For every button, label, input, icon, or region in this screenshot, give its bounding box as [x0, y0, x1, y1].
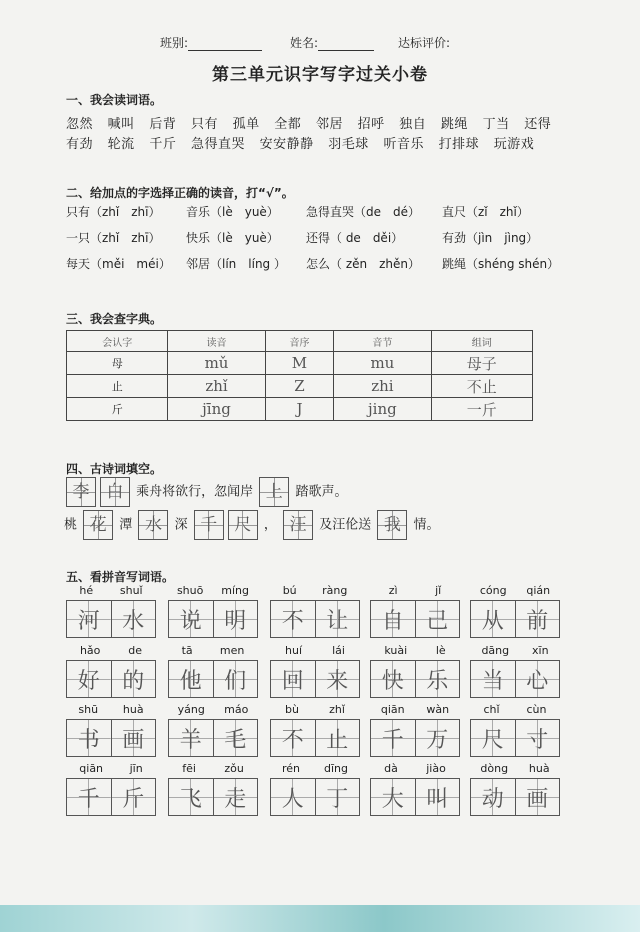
choice-item[interactable]: 一只（zhǐ zhī）: [66, 231, 161, 245]
writing-cell[interactable]: 河: [67, 601, 112, 637]
writing-cell[interactable]: 不: [271, 720, 316, 756]
word: 还得: [524, 117, 552, 132]
dictionary-table: [66, 330, 533, 421]
pinyin-syllable: huà: [528, 762, 550, 775]
pinyin-syllable: huí: [285, 644, 303, 657]
writing-cell[interactable]: 前: [516, 601, 560, 637]
writing-cell[interactable]: 回: [271, 661, 316, 697]
writing-cell[interactable]: 画: [516, 779, 560, 815]
table-row: [67, 375, 533, 398]
background-surface: [0, 905, 640, 932]
writing-cells: [270, 660, 360, 698]
table-cell[interactable]: 一斤: [431, 398, 533, 421]
pinyin-label: [370, 703, 460, 719]
pinyin-label: [270, 762, 360, 778]
section1-row1: [66, 113, 561, 132]
word: 急得直哭: [190, 137, 245, 152]
writing-cell[interactable]: 斤: [112, 779, 156, 815]
pinyin-syllable: qiān: [380, 703, 405, 716]
word: 独自: [399, 117, 427, 132]
word: 孤单: [232, 117, 260, 132]
writing-cell[interactable]: 们: [214, 661, 258, 697]
pinyin-syllable: de: [128, 644, 143, 657]
column-header: 组词: [431, 331, 533, 352]
answer-box[interactable]: 花: [83, 510, 113, 540]
pinyin-label: [168, 703, 258, 719]
section2-row3: [66, 255, 559, 272]
pinyin-syllable: lè: [435, 644, 446, 657]
table-cell[interactable]: 不止: [431, 375, 533, 398]
pinyin-label: [168, 584, 258, 600]
choice-item[interactable]: 只有（zhǐ zhī）: [66, 205, 161, 219]
pinyin-label: [370, 644, 460, 660]
word-group: [370, 762, 460, 816]
writing-cells: [168, 719, 258, 757]
table-cell[interactable]: mǔ: [168, 352, 265, 375]
pinyin-syllable: ràng: [322, 584, 348, 597]
word-group: [470, 703, 560, 757]
poem-line-2: [64, 510, 440, 540]
pinyin-syllable: cùn: [526, 703, 547, 716]
pinyin-label: [470, 644, 560, 660]
answer-box[interactable]: 尺: [228, 510, 258, 540]
name-field: [290, 34, 374, 51]
section2-row1: [66, 203, 529, 220]
word-group: [470, 584, 560, 638]
word: 招呼: [357, 117, 385, 132]
answer-box[interactable]: 我: [377, 510, 407, 540]
pinyin-syllable: hé: [79, 584, 94, 597]
choice-item[interactable]: 还得（ de děi）: [306, 231, 404, 245]
word-group: [168, 703, 258, 757]
writing-cells: [370, 778, 460, 816]
word-group: [270, 644, 360, 698]
writing-cell[interactable]: 当: [471, 661, 516, 697]
pinyin-syllable: zǒu: [224, 762, 244, 775]
choice-item[interactable]: 每天（měi méi）: [66, 257, 171, 271]
section4-heading: 四、古诗词填空。: [66, 462, 163, 476]
writing-cell[interactable]: 好: [67, 661, 112, 697]
writing-cells: [470, 600, 560, 638]
table-cell[interactable]: jing: [334, 398, 431, 421]
writing-cells: [370, 719, 460, 757]
pinyin-syllable: jīn: [129, 762, 143, 775]
pinyin-syllable: dāng: [481, 644, 510, 657]
writing-cell[interactable]: 来: [316, 661, 360, 697]
poem-text: 乘舟将欲行，忽闻岸: [136, 484, 254, 500]
pinyin-syllable: wàn: [426, 703, 450, 716]
word-group: [470, 762, 560, 816]
pinyin-syllable: jǐ: [435, 584, 442, 597]
pinyin-syllable: máo: [224, 703, 249, 716]
word-group: [470, 644, 560, 698]
section2-heading: 二、给加点的字选择正确的读音，打“√”。: [66, 186, 294, 200]
choice-item[interactable]: 有劲（jìn jìng）: [442, 231, 539, 245]
pinyin-label: [168, 644, 258, 660]
pinyin-syllable: bù: [285, 703, 300, 716]
word: 听音乐: [383, 137, 424, 152]
writing-cell[interactable]: 己: [416, 601, 460, 637]
writing-cell[interactable]: 书: [67, 720, 112, 756]
word: 全都: [274, 117, 302, 132]
writing-cell[interactable]: 人: [271, 779, 316, 815]
pinyin-syllable: kuài: [384, 644, 408, 657]
word: 有劲: [66, 137, 94, 152]
word: 玩游戏: [493, 137, 535, 152]
writing-cell[interactable]: 让: [316, 601, 360, 637]
writing-cell[interactable]: 自: [371, 601, 416, 637]
pinyin-label: [168, 762, 258, 778]
word-group: [168, 644, 258, 698]
poem-text: ，: [263, 517, 277, 533]
writing-cell[interactable]: 千: [67, 779, 112, 815]
writing-cell[interactable]: 从: [471, 601, 516, 637]
word-group: [66, 584, 156, 638]
word: 轮流: [107, 137, 135, 152]
answer-box[interactable]: 白: [100, 477, 130, 507]
writing-cells: [470, 778, 560, 816]
writing-cells: [470, 719, 560, 757]
answer-box[interactable]: 水: [138, 510, 168, 540]
word: 邻居: [315, 117, 343, 132]
writing-cell[interactable]: 心: [516, 661, 560, 697]
writing-cells: [66, 719, 156, 757]
word: 喊叫: [107, 117, 135, 132]
choice-item[interactable]: 跳绳（shéng shén）: [442, 257, 560, 271]
section1-row2: [66, 133, 544, 152]
word: 忽然: [66, 117, 94, 132]
choice-item[interactable]: 直尺（zǐ zhǐ）: [442, 205, 529, 219]
table-cell[interactable]: jīng: [168, 398, 265, 421]
writing-cells: [168, 660, 258, 698]
writing-cell[interactable]: 乐: [416, 661, 460, 697]
choice-item[interactable]: 怎么（ zěn zhěn）: [306, 257, 420, 271]
pinyin-label: [270, 703, 360, 719]
pinyin-label: [66, 762, 156, 778]
writing-cell[interactable]: 的: [112, 661, 156, 697]
word: 千斤: [149, 137, 177, 152]
poem-line-1: [64, 477, 347, 507]
table-cell: 母: [67, 352, 168, 375]
pinyin-syllable: hǎo: [79, 644, 101, 657]
table-cell[interactable]: zhi: [334, 375, 431, 398]
table-cell[interactable]: M: [265, 352, 334, 375]
writing-cell[interactable]: 大: [371, 779, 416, 815]
word-group: [168, 584, 258, 638]
section1-heading: 一、我会读词语。: [66, 93, 163, 107]
word-group: [66, 644, 156, 698]
word: 安安静静: [259, 137, 314, 152]
writing-cell[interactable]: 尺: [471, 720, 516, 756]
writing-cell[interactable]: 叫: [416, 779, 460, 815]
writing-cell[interactable]: 丁: [316, 779, 360, 815]
writing-cell[interactable]: 寸: [516, 720, 560, 756]
pinyin-label: [270, 644, 360, 660]
writing-cell[interactable]: 说: [169, 601, 214, 637]
word-group: [66, 762, 156, 816]
pinyin-syllable: dīng: [324, 762, 348, 775]
poem-text: 潭: [119, 517, 133, 533]
writing-cell[interactable]: 止: [316, 720, 360, 756]
writing-cells: [66, 778, 156, 816]
writing-cells: [270, 600, 360, 638]
pinyin-syllable: qiān: [79, 762, 104, 775]
pinyin-syllable: chǐ: [483, 703, 500, 716]
pinyin-syllable: shuǐ: [119, 584, 143, 597]
writing-cell[interactable]: 动: [471, 779, 516, 815]
answer-box[interactable]: 李: [66, 477, 96, 507]
poem-text: 深: [174, 517, 188, 533]
writing-cells: [270, 778, 360, 816]
grade-field: [398, 34, 450, 51]
pinyin-syllable: lái: [332, 644, 345, 657]
pinyin-label: [370, 584, 460, 600]
pinyin-label: [66, 584, 156, 600]
writing-cell[interactable]: 羊: [169, 720, 214, 756]
pinyin-syllable: men: [219, 644, 245, 657]
table-cell[interactable]: Z: [265, 375, 334, 398]
word-group: [270, 762, 360, 816]
class-blank[interactable]: [188, 50, 262, 51]
word-group: [168, 762, 258, 816]
table-cell: 止: [67, 375, 168, 398]
writing-cell[interactable]: 水: [112, 601, 156, 637]
writing-cell[interactable]: 千: [371, 720, 416, 756]
name-label: 姓名:: [290, 36, 319, 50]
writing-cell[interactable]: 毛: [214, 720, 258, 756]
pinyin-label: [470, 703, 560, 719]
choice-item[interactable]: 邻居（lín líng ）: [186, 257, 286, 271]
table-cell: 斤: [67, 398, 168, 421]
column-header: 会认字: [67, 331, 168, 352]
grade-label: 达标评价:: [398, 36, 451, 50]
writing-cell[interactable]: 飞: [169, 779, 214, 815]
writing-cell[interactable]: 不: [271, 601, 316, 637]
pinyin-syllable: cóng: [479, 584, 507, 597]
column-header: 音序: [265, 331, 334, 352]
table-cell[interactable]: 母子: [431, 352, 533, 375]
pinyin-label: [66, 703, 156, 719]
pinyin-syllable: fēi: [182, 762, 196, 775]
poem-text: 及汪伦送: [319, 517, 372, 533]
name-blank[interactable]: [318, 50, 374, 51]
choice-item[interactable]: 急得直哭（de dé）: [306, 205, 421, 219]
word-group: [270, 584, 360, 638]
pinyin-syllable: rén: [281, 762, 301, 775]
pinyin-syllable: xīn: [532, 644, 549, 657]
pinyin-syllable: míng: [221, 584, 250, 597]
class-label: 班别:: [160, 36, 189, 50]
table-row: [67, 352, 533, 375]
poem-text: 桃: [64, 517, 78, 533]
answer-box[interactable]: 上: [259, 477, 289, 507]
section2-row2: [66, 229, 538, 246]
word-group: [270, 703, 360, 757]
choice-item[interactable]: 快乐（lè yuè）: [186, 231, 279, 245]
table-cell[interactable]: mu: [334, 352, 431, 375]
writing-cell[interactable]: 画: [112, 720, 156, 756]
pinyin-syllable: shuō: [176, 584, 204, 597]
pinyin-syllable: qián: [526, 584, 551, 597]
pinyin-syllable: tā: [181, 644, 193, 657]
table-cell[interactable]: zhǐ: [168, 375, 265, 398]
answer-box[interactable]: 汪: [283, 510, 313, 540]
word-group: [370, 584, 460, 638]
pinyin-syllable: dà: [384, 762, 398, 775]
pinyin-syllable: zhǐ: [329, 703, 345, 716]
writing-cell[interactable]: 他: [169, 661, 214, 697]
word: 打排球: [438, 137, 480, 152]
pinyin-label: [66, 644, 156, 660]
pinyin-label: [270, 584, 360, 600]
writing-cells: [168, 778, 258, 816]
answer-box[interactable]: 千: [194, 510, 224, 540]
pinyin-label: [370, 762, 460, 778]
column-header: 音节: [334, 331, 431, 352]
pinyin-label: [470, 762, 560, 778]
writing-cells: [66, 660, 156, 698]
pinyin-syllable: dòng: [480, 762, 509, 775]
poem-text: 情。: [413, 517, 440, 533]
pinyin-syllable: jiào: [426, 762, 446, 775]
page-title: 第三单元识字写字过关小卷: [212, 65, 428, 85]
writing-cell[interactable]: 明: [214, 601, 258, 637]
writing-cells: [470, 660, 560, 698]
pinyin-syllable: zì: [388, 584, 398, 597]
poem-text: 踏歌声。: [295, 484, 348, 500]
word-group: [66, 703, 156, 757]
writing-cells: [168, 600, 258, 638]
writing-cells: [370, 600, 460, 638]
word: 只有: [190, 117, 218, 132]
writing-cell[interactable]: 走: [214, 779, 258, 815]
pinyin-syllable: bú: [282, 584, 297, 597]
writing-cells: [66, 600, 156, 638]
pinyin-syllable: yáng: [177, 703, 205, 716]
word: 后背: [149, 117, 177, 132]
writing-cell[interactable]: 万: [416, 720, 460, 756]
word: 丁当: [482, 117, 510, 132]
writing-cells: [370, 660, 460, 698]
choice-item[interactable]: 音乐（lè yuè）: [186, 205, 279, 219]
writing-cells: [270, 719, 360, 757]
section3-heading: 三、我会查字典。: [66, 312, 163, 326]
table-row: [67, 398, 533, 421]
table-cell[interactable]: J: [265, 398, 334, 421]
word-group: [370, 644, 460, 698]
section5-heading: 五、看拼音写词语。: [66, 570, 175, 584]
pinyin-syllable: shū: [78, 703, 99, 716]
word-group: [370, 703, 460, 757]
pinyin-syllable: huà: [122, 703, 144, 716]
pinyin-label: [470, 584, 560, 600]
word: 羽毛球: [328, 137, 369, 152]
word: 跳绳: [440, 117, 468, 132]
writing-cell[interactable]: 快: [371, 661, 416, 697]
column-header: 读音: [168, 331, 265, 352]
class-field: [160, 34, 262, 51]
